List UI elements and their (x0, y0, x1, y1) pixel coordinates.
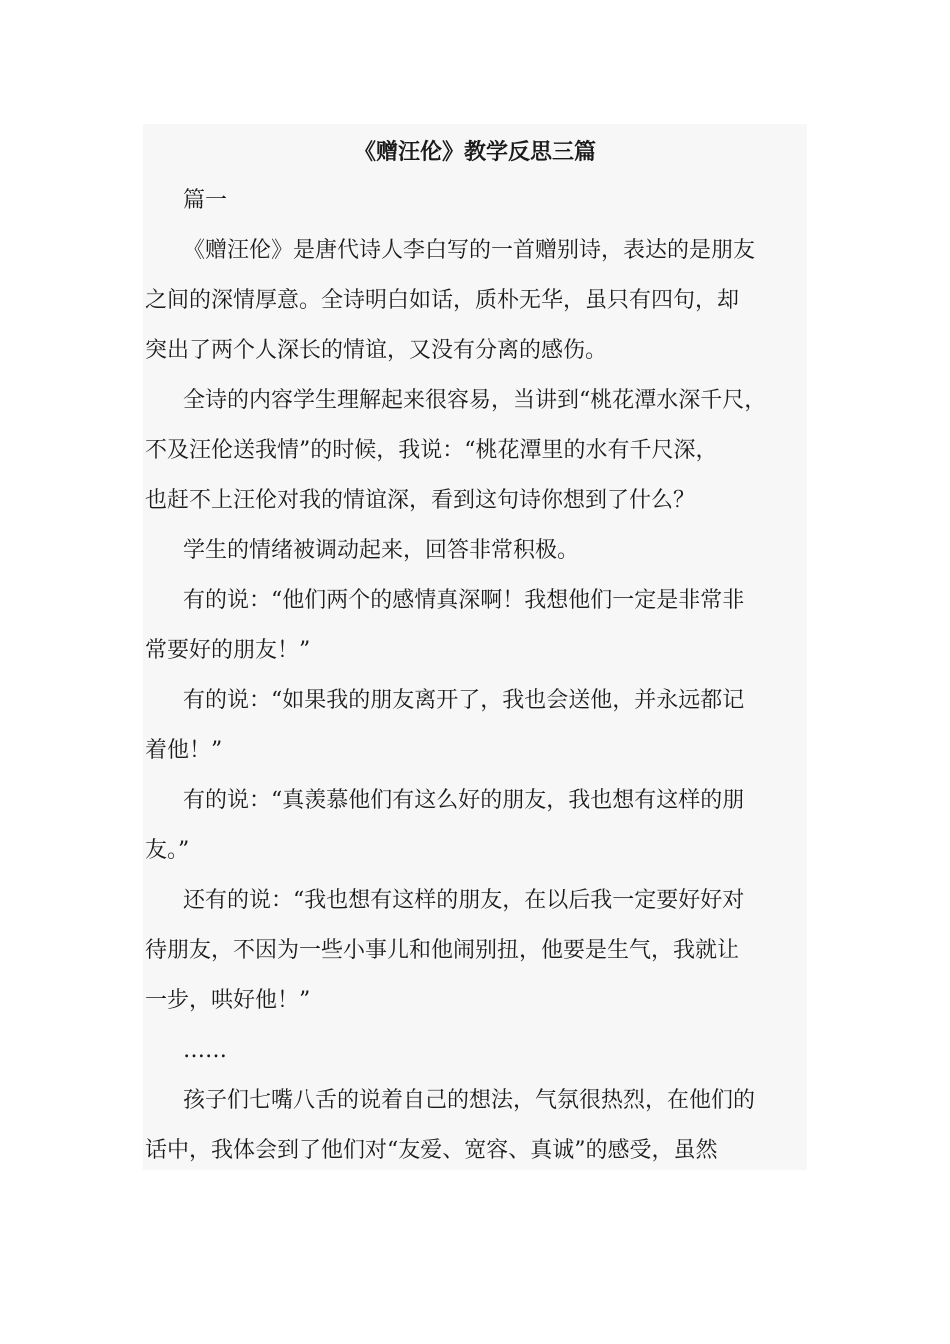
paragraph-line: 孩子们七嘴八舌的说着自己的想法，气氛很热烈，在他们的 (183, 1088, 756, 1113)
paragraph-line: 有的说：“如果我的朋友离开了，我也会送他，并永远都记 (183, 688, 745, 713)
ellipsis-line: …… (183, 1038, 227, 1063)
paragraph-line: 常要好的朋友！” (145, 638, 311, 663)
paragraph-line: 突出了两个人深长的情谊，又没有分离的感伤。 (145, 338, 608, 363)
paragraph-line: 话中，我体会到了他们对“友爱、宽容、真诚”的感受，虽然 (145, 1138, 718, 1163)
document-title: 《赠汪伦》教学反思三篇 (353, 139, 596, 165)
paragraph-line: 也赶不上汪伦对我的情谊深，看到这句诗你想到了什么？ (145, 488, 696, 513)
section-heading: 篇一 (183, 188, 228, 213)
paragraph-line: 《赠汪伦》是唐代诗人李白写的一首赠别诗，表达的是朋友 (183, 238, 756, 263)
paragraph-line: 有的说：“他们两个的感情真深啊！我想他们一定是非常非 (183, 588, 745, 613)
paragraph-line: 全诗的内容学生理解起来很容易，当讲到“桃花潭水深千尺， (183, 388, 767, 413)
paragraph-line: 一步，哄好他！” (145, 988, 311, 1013)
paragraph-line: 待朋友，不因为一些小事儿和他闹别扭，他要是生气，我就让 (145, 938, 740, 963)
paragraph-line: 有的说：“真羡慕他们有这么好的朋友，我也想有这样的朋 (183, 788, 745, 813)
paragraph-line: 友。” (145, 838, 190, 863)
paragraph-line: 学生的情绪被调动起来，回答非常积极。 (183, 538, 580, 563)
paragraph-line: 之间的深情厚意。全诗明白如话，质朴无华，虽只有四句，却 (145, 288, 740, 313)
paragraph-line: 不及汪伦送我情”的时候，我说：“桃花潭里的水有千尺深， (145, 438, 718, 463)
document-text-block (143, 124, 807, 1170)
paragraph-line: 着他！” (145, 738, 223, 763)
paragraph-line: 还有的说：“我也想有这样的朋友，在以后我一定要好好对 (183, 888, 745, 913)
